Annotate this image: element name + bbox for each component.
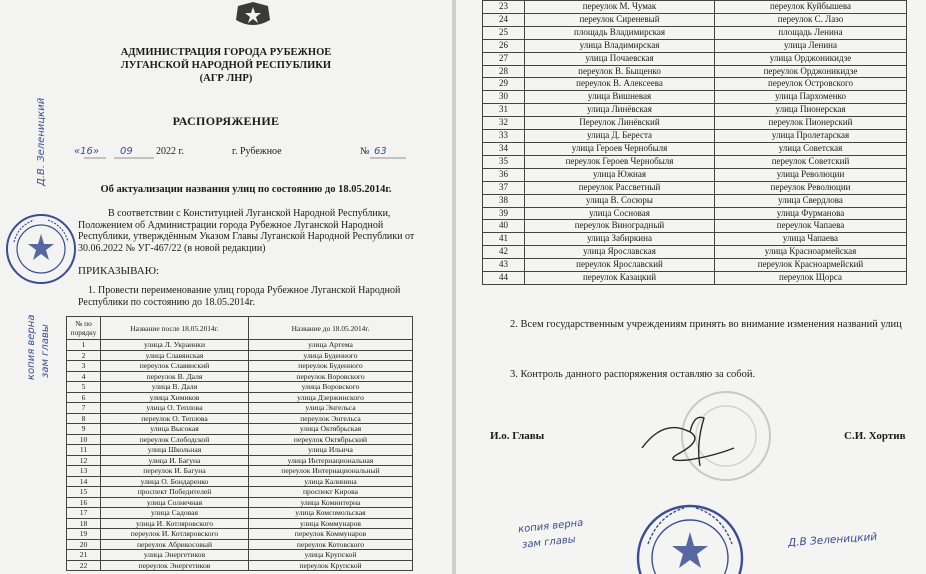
cell-name-before: переулок Пионерский (715, 117, 907, 130)
order-item-3: 3. Контроль данного распоряжения оставляю за собой. (510, 369, 756, 380)
cell-name-before: улица Советская (715, 142, 907, 155)
signature-position: И.о. Главы (490, 430, 545, 442)
cell-number: 8 (67, 413, 101, 424)
cell-name-before: переулок Коммунаров (249, 529, 413, 540)
cell-name-after: улица В. Даля (101, 382, 249, 393)
cell-name-after: переулок Рассветный (525, 181, 715, 194)
cell-name-before: улица Крупской (249, 550, 413, 561)
table-row (483, 168, 907, 181)
cell-name-before: улица Орджоникидзе (715, 52, 907, 65)
cell-name-after: Переулок Линёвский (525, 117, 715, 130)
date-year: 2022 г. (156, 146, 184, 157)
cell-name-before: улица Дзержинского (249, 392, 413, 403)
table-row (483, 246, 907, 259)
date-day: «16» (74, 146, 100, 157)
cell-name-before: улица Красноармейская (715, 246, 907, 259)
table-row (67, 424, 413, 435)
cell-name-before: улица Коммунаров (249, 518, 413, 529)
cell-name-after: площадь Владимирская (525, 26, 715, 39)
cell-name-after: переулок В. Быщенко (525, 65, 715, 78)
cell-name-before: переулок Воровского (249, 371, 413, 382)
table-row (67, 455, 413, 466)
cell-name-after: улица Южная (525, 168, 715, 181)
table-row (483, 130, 907, 143)
table-row (67, 466, 413, 477)
cell-name-after: улица Владимирская (525, 39, 715, 52)
cell-number: 16 (67, 497, 101, 508)
cell-name-after: переулок М. Чумак (525, 1, 715, 14)
cell-name-after: улица Линёвская (525, 104, 715, 117)
cell-name-after: улица И. Багуна (101, 455, 249, 466)
table-row (483, 259, 907, 272)
cell-name-after: улица Школьная (101, 445, 249, 456)
cell-name-before: улица Интернациональная (249, 455, 413, 466)
cell-name-before: улица Чапаева (715, 233, 907, 246)
cell-number: 43 (483, 259, 525, 272)
table-row (483, 78, 907, 91)
official-seal-stamp (4, 212, 78, 286)
cell-name-before: улица Энгельса (249, 403, 413, 414)
order-item-1: 1. Провести переименование улиц города Рубежное Луганской Народной Республики по состоянию до 18.05.2014г. (78, 285, 401, 308)
table-row (67, 550, 413, 561)
table-row (67, 445, 413, 456)
table-row (67, 487, 413, 498)
cell-name-after: улица Вишневая (525, 91, 715, 104)
cell-name-after: улица О. Бондаренко (101, 476, 249, 487)
cell-name-after: переулок И. Багуна (101, 466, 249, 477)
date-month: 09 (120, 146, 133, 157)
cell-number: 15 (67, 487, 101, 498)
cell-number: 39 (483, 207, 525, 220)
cell-name-before: переулок Красноармейский (715, 259, 907, 272)
table-row (483, 155, 907, 168)
cell-number: 38 (483, 194, 525, 207)
document-subject: Об актуализации названия улиц по состоянию до 18.05.2014г. (100, 184, 392, 195)
cell-name-before: переулок Советский (715, 155, 907, 168)
preamble-paragraph: В соответствии с Конституцией Луганской Народной Республики, Положением об Администрации города Рубежное Луганской Народной Республики, утверждённым Указом Главы Луганской Народной Республики от 30.06.2022 № УГ-467/22 (в новой редакции) (78, 208, 415, 254)
cell-number: 31 (483, 104, 525, 117)
cell-number: 42 (483, 246, 525, 259)
cell-number: 30 (483, 91, 525, 104)
cell-number: 18 (67, 518, 101, 529)
table-row (67, 529, 413, 540)
city-name: г. Рубежное (232, 146, 282, 157)
streets-table-part-1 (66, 316, 413, 571)
cell-number: 34 (483, 142, 525, 155)
cell-name-before: улица Октябрьская (249, 424, 413, 435)
cell-name-before: улица Калинина (249, 476, 413, 487)
cell-number: 35 (483, 155, 525, 168)
cell-name-before: улица Революции (715, 168, 907, 181)
cell-name-after: улица О. Теплова (101, 403, 249, 414)
cell-name-after: переулок Слободской (101, 434, 249, 445)
cell-name-before: переулок Островского (715, 78, 907, 91)
cell-name-before: переулок Буденного (249, 361, 413, 372)
cell-name-before: переулок Крупской (249, 560, 413, 571)
cell-name-after: улица Л. Украинки (101, 340, 249, 351)
handwritten-copy-note-1: копия верна (26, 314, 37, 380)
table-row (67, 403, 413, 414)
cell-name-before: площадь Ленина (715, 26, 907, 39)
table-row (483, 194, 907, 207)
cell-name-after: переулок Казацкий (525, 272, 715, 285)
header-line-3: (АГР ЛНР) (199, 73, 253, 84)
table-row (483, 52, 907, 65)
header-line-2: ЛУГАНСКОЙ НАРОДНОЙ РЕСПУБЛИКИ (120, 60, 332, 71)
table-row (67, 434, 413, 445)
cell-name-before: улица Пролетарская (715, 130, 907, 143)
signatory-name: С.И. Хортив (844, 430, 906, 442)
cell-number: 33 (483, 130, 525, 143)
handwritten-side-signature: Д.В. Зеленицкий (36, 97, 47, 186)
cell-name-before: переулок Чапаева (715, 220, 907, 233)
table-row (67, 476, 413, 487)
cell-number: 9 (67, 424, 101, 435)
table-row (483, 272, 907, 285)
cell-number: 11 (67, 445, 101, 456)
cell-name-before: проспект Кирова (249, 487, 413, 498)
cell-name-before: улица Пионерская (715, 104, 907, 117)
cell-name-after: проспект Победителей (101, 487, 249, 498)
cell-number: 37 (483, 181, 525, 194)
cell-name-before: улица Ильича (249, 445, 413, 456)
table-row (483, 207, 907, 220)
cell-number: 41 (483, 233, 525, 246)
cell-name-before: переулок Октябрьский (249, 434, 413, 445)
cell-name-after: улица В. Сосюры (525, 194, 715, 207)
cell-name-after: улица Почаевская (525, 52, 715, 65)
cell-number: 25 (483, 26, 525, 39)
cell-number: 28 (483, 65, 525, 78)
cell-name-after: переулок Абрикосовый (101, 539, 249, 550)
handwritten-bottom-signature: Д.В Зеленицкий (787, 530, 878, 550)
table-row (483, 117, 907, 130)
table-row (67, 497, 413, 508)
cell-name-before: улица Буденного (249, 350, 413, 361)
streets-table-part-2 (482, 0, 907, 285)
date-underlines (70, 157, 410, 159)
table-row (67, 413, 413, 424)
cell-name-after: переулок Виноградный (525, 220, 715, 233)
cell-number: 27 (483, 52, 525, 65)
cell-number: 29 (483, 78, 525, 91)
table-row (483, 39, 907, 52)
table-row (483, 181, 907, 194)
cell-number: 10 (67, 434, 101, 445)
cell-name-before: переулок С. Лазо (715, 13, 907, 26)
table-row (483, 1, 907, 14)
document-page-1 (0, 0, 452, 574)
cell-name-after: улица Высокая (101, 424, 249, 435)
cell-name-before: переулок Интернациональный (249, 466, 413, 477)
cell-name-before: переулок Революции (715, 181, 907, 194)
table-row (483, 13, 907, 26)
cell-number: 19 (67, 529, 101, 540)
cell-number: 4 (67, 371, 101, 382)
cell-name-after: улица Сосновая (525, 207, 715, 220)
header-line-1: АДМИНИСТРАЦИЯ ГОРОДА РУБЕЖНОЕ (120, 47, 332, 58)
cell-number: 3 (67, 361, 101, 372)
cell-name-before: улица Фурманова (715, 207, 907, 220)
cell-name-after: переулок В. Даля (101, 371, 249, 382)
cell-name-after: улица Садовая (101, 508, 249, 519)
cell-name-before: улица Комсомольская (249, 508, 413, 519)
cell-number: 17 (67, 508, 101, 519)
cell-number: 20 (67, 539, 101, 550)
cell-name-after: переулок Сиреневый (525, 13, 715, 26)
cell-name-before: переулок Котовского (249, 539, 413, 550)
order-item-2: 2. Всем государственным учреждениям принять во внимание изменения названий улиц (510, 319, 902, 330)
table-row (483, 142, 907, 155)
cell-name-before: улица Артема (249, 340, 413, 351)
cell-number: 5 (67, 382, 101, 393)
cell-name-before: переулок Щорса (715, 272, 907, 285)
cell-number: 36 (483, 168, 525, 181)
cell-name-after: улица Славянская (101, 350, 249, 361)
table-row (67, 539, 413, 550)
cell-name-after: улица Солнечная (101, 497, 249, 508)
cell-number: 44 (483, 272, 525, 285)
cell-name-before: переулок Орджоникидзе (715, 65, 907, 78)
table-row (483, 65, 907, 78)
cell-number: 26 (483, 39, 525, 52)
cell-name-after: улица Энергетиков (101, 550, 249, 561)
table-header-row (67, 317, 413, 340)
cell-name-after: переулок И. Котляровского (101, 529, 249, 540)
column-header-after: Название после 18.05.2014г. (101, 317, 249, 340)
table-row (67, 518, 413, 529)
table-row (483, 26, 907, 39)
cell-name-before: переулок Энгельса (249, 413, 413, 424)
table-row (67, 382, 413, 393)
official-seal-stamp-bottom (632, 500, 748, 574)
cell-number: 2 (67, 350, 101, 361)
cell-name-after: улица Химиков (101, 392, 249, 403)
table-row (67, 371, 413, 382)
handwritten-copy-line-1: копия верна (517, 517, 584, 536)
cell-number: 13 (67, 466, 101, 477)
table-row (67, 560, 413, 571)
order-number: 63 (374, 146, 387, 157)
coat-of-arms-emblem (230, 0, 276, 28)
cell-name-before: улица Пархоменко (715, 91, 907, 104)
cell-number: 14 (67, 476, 101, 487)
cell-name-after: переулок Героев Чернобыля (525, 155, 715, 168)
cell-name-after: переулок О. Теплова (101, 413, 249, 424)
table-row (67, 361, 413, 372)
cell-name-after: улица Героев Чернобыля (525, 142, 715, 155)
table-row (483, 233, 907, 246)
number-label: № (360, 146, 370, 157)
table-row (67, 350, 413, 361)
cell-name-after: улица И. Котляровского (101, 518, 249, 529)
cell-number: 22 (67, 560, 101, 571)
cell-name-after: улица Ярославская (525, 246, 715, 259)
cell-name-before: переулок Куйбышева (715, 1, 907, 14)
cell-name-after: переулок В. Алексеева (525, 78, 715, 91)
cell-name-before: улица Свердлова (715, 194, 907, 207)
cell-name-before: улица Ленина (715, 39, 907, 52)
document-type-title: РАСПОРЯЖЕНИЕ (172, 114, 280, 128)
table-row (67, 340, 413, 351)
cell-number: 40 (483, 220, 525, 233)
cell-number: 32 (483, 117, 525, 130)
cell-name-before: улица Коминтерна (249, 497, 413, 508)
cell-number: 1 (67, 340, 101, 351)
column-header-number: № по порядку (67, 317, 101, 340)
table-row (67, 392, 413, 403)
cell-number: 21 (67, 550, 101, 561)
document-page-2 (456, 0, 926, 574)
cell-number: 6 (67, 392, 101, 403)
cell-name-after: переулок Славянский (101, 361, 249, 372)
column-header-before: Название до 18.05.2014г. (249, 317, 413, 340)
cell-name-after: улица Забиркина (525, 233, 715, 246)
cell-name-after: переулок Ярославский (525, 259, 715, 272)
table-row (483, 91, 907, 104)
handwritten-copy-line-2: зам главы (521, 534, 577, 551)
cell-name-after: улица Д. Береста (525, 130, 715, 143)
table-row (483, 104, 907, 117)
cell-number: 23 (483, 1, 525, 14)
handwritten-copy-note-2: зам главы (40, 324, 51, 378)
cell-name-after: переулок Энергетиков (101, 560, 249, 571)
cell-number: 12 (67, 455, 101, 466)
cell-name-before: улица Воровского (249, 382, 413, 393)
table-row (67, 508, 413, 519)
table-row (483, 220, 907, 233)
cell-number: 24 (483, 13, 525, 26)
handwritten-signature-glyph (634, 408, 754, 472)
cell-number: 7 (67, 403, 101, 414)
order-label: ПРИКАЗЫВАЮ: (78, 265, 160, 277)
